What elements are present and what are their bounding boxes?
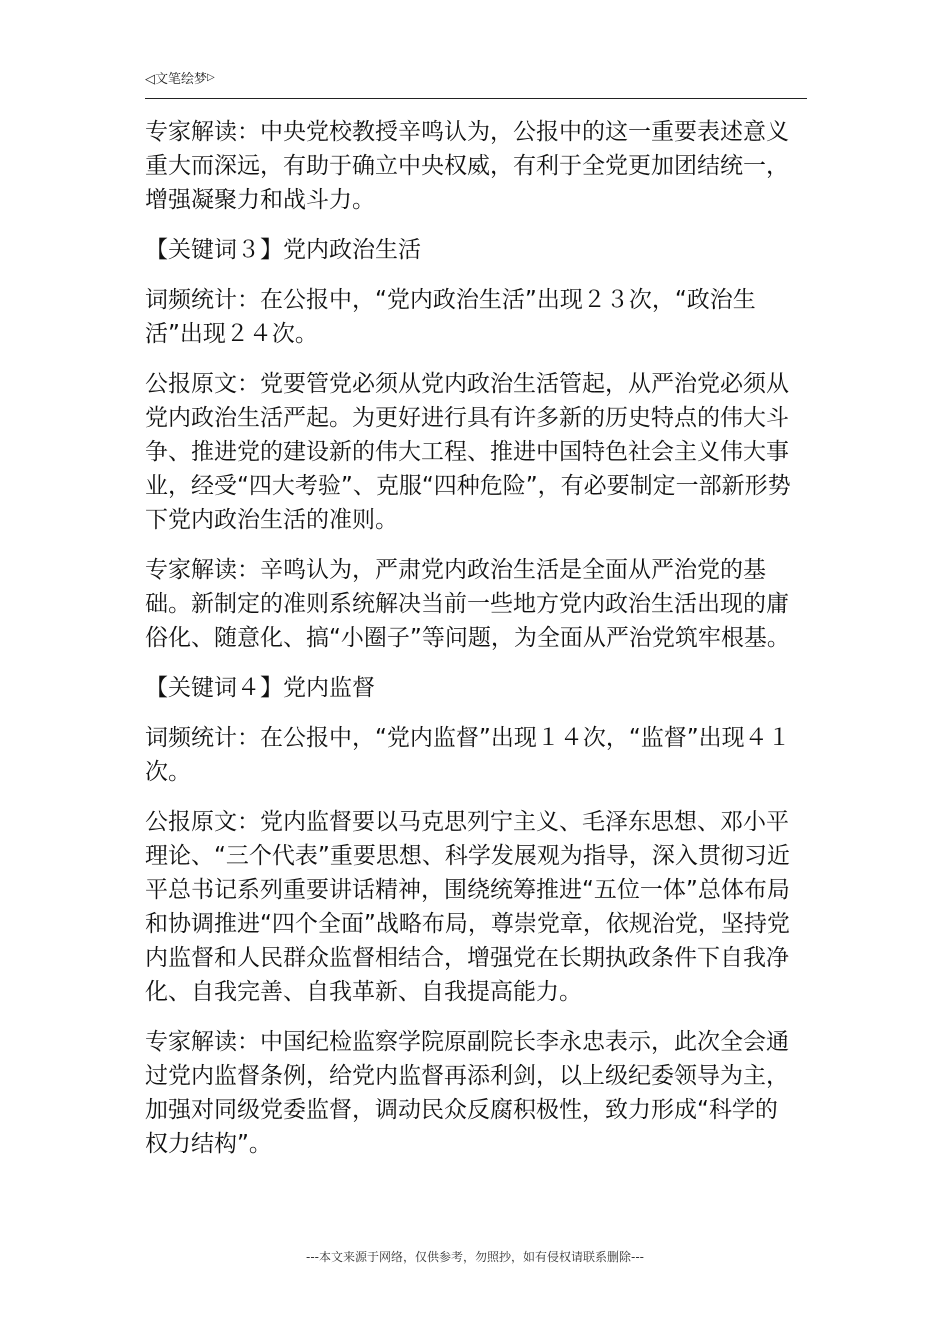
right-triangle-icon: ▷ <box>207 72 215 83</box>
left-triangle-icon: ◁ <box>145 72 155 87</box>
word-frequency-paragraph: 词频统计：在公报中，“党内政治生活”出现２３次，“政治生活”出现２４次。 <box>145 287 756 347</box>
page-header <box>145 72 807 99</box>
document-body <box>145 115 795 1177</box>
word-frequency-paragraph: 词频统计：在公报中，“党内监督”出现１４次，“监督”出现４１次。 <box>145 725 791 785</box>
keyword-heading: 【关键词４】党内监督 <box>145 675 375 701</box>
header-title: 文笔绘梦 <box>155 72 208 87</box>
communique-text-paragraph: 公报原文：党内监督要以马克思列宁主义、毛泽东思想、邓小平理论、“三个代表”重要思想、科学发展观为指导，深入贯彻习近平总书记系列重要讲话精神，围绕统筹推进“五位一体”总体布局和协调推进“四个全面”战略布局，尊崇党章，依规治党，坚持党内监督和人民群众监督相结合，增强党在长期执政条件下自我净化、自我完善、自我革新、自我提高能力。 <box>145 809 790 1005</box>
keyword-heading: 【关键词３】党内政治生活 <box>145 237 421 263</box>
expert-commentary-paragraph: 专家解读：中国纪检监察学院原副院长李永忠表示，此次全会通过党内监督条例，给党内监督再添利剑，以上级纪委领导为主，加强对同级党委监督，调动民众反腐积极性，致力形成“科学的权力结构”。 <box>145 1029 789 1157</box>
communique-text-paragraph: 公报原文：党要管党必须从党内政治生活管起，从严治党必须从党内政治生活严起。为更好进行具有许多新的历史特点的伟大斗争、推进党的建设新的伟大工程、推进中国特色社会主义伟大事业，经受“四大考验”、克服“四种危险”，有必要制定一部新形势下党内政治生活的准则。 <box>145 371 791 533</box>
expert-commentary-paragraph: 专家解读：中央党校教授辛鸣认为，公报中的这一重要表述意义重大而深远，有助于确立中央权威，有利于全党更加团结统一，增强凝聚力和战斗力。 <box>145 119 789 213</box>
expert-commentary-paragraph: 专家解读：辛鸣认为，严肃党内政治生活是全面从严治党的基础。新制定的准则系统解决当前一些地方党内政治生活出现的庸俗化、随意化、搞“小圈子”等问题，为全面从严治党筑牢根基。 <box>145 557 790 651</box>
page-footer: ---本文来源于网络，仅供参考，勿照抄，如有侵权请联系删除--- <box>306 1250 644 1264</box>
